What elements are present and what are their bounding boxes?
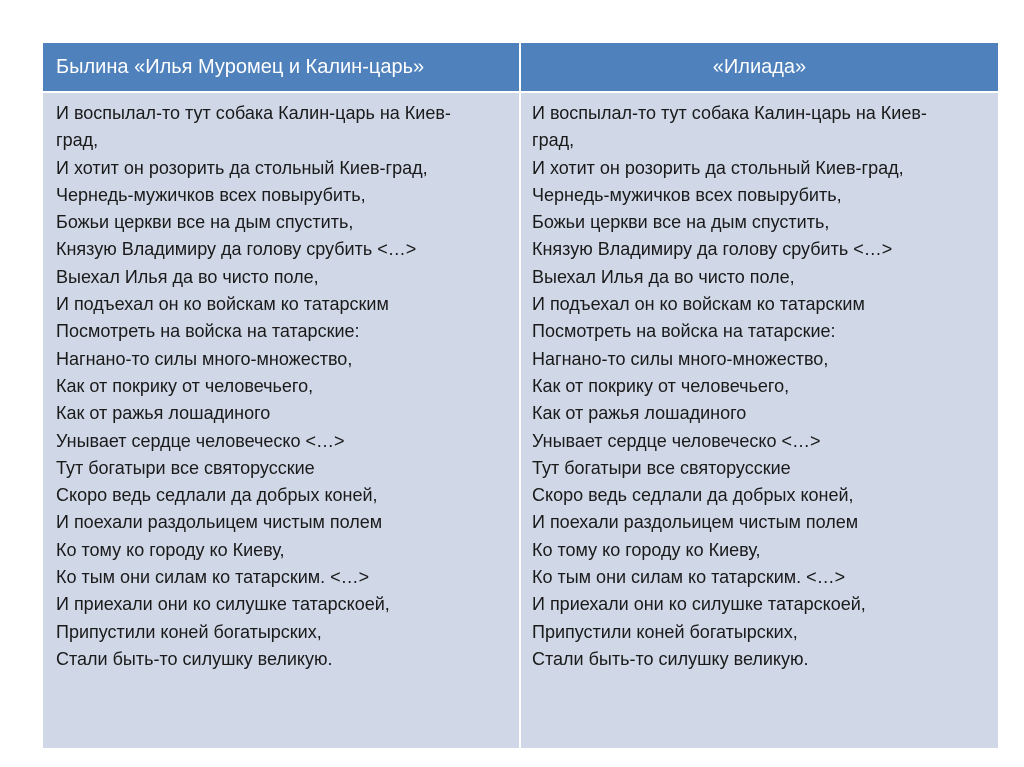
cell-bylina-text [43,93,519,748]
iliad-line: Божьи церкви все на дым спустить, [532,212,830,233]
bylina-line: Тут богатыри все святорусские [56,457,315,478]
bylina-line: Ко тым они силам ко татарским. <…> [56,567,370,588]
bylina-line: Князую Владимиру да голову срубить <…> [56,239,417,260]
iliad-line: Посмотреть на войска на татарские: [532,321,836,342]
bylina-line: Выехал Илья да во чисто поле, [56,266,319,287]
bylina-line: Божьи церкви все на дым спустить, [56,212,354,233]
iliad-line: Чернедь-мужичков всех повырубить, [532,184,842,205]
bylina-line: И хотит он розорить да стольный Киев-град, [56,157,428,178]
bylina-line: Чернедь-мужичков всех повырубить, [56,184,366,205]
header-iliad: «Илиада» [521,43,998,91]
iliad-line: И хотит он розорить да стольный Киев-град, [532,157,904,178]
iliad-line: Как от ражья лошадиного [532,403,747,424]
iliad-line: Скоро ведь седлали да добрых коней, [532,485,854,506]
bylina-line: Скоро ведь седлали да добрых коней, [56,485,378,506]
bylina-line: град, [56,130,99,151]
cell-iliad-text [521,93,998,748]
iliad-line: Как от покрику от человечьего, [532,375,790,396]
iliad-line: град, [532,130,575,151]
bylina-line: Унывает сердце человеческо <…> [56,430,345,451]
bylina-line: И воспылал-то тут собака Калин-царь на Киев- [56,103,451,123]
iliad-line: Ко тым они силам ко татарским. <…> [532,567,846,588]
bylina-line: И подъехал он ко войскам ко татарским [56,294,389,315]
iliad-line: Нагнано-то силы много-множество, [532,348,829,369]
iliad-line: Стали быть-то силушку великую. [532,648,809,669]
bylina-line: Ко тому ко городу ко Киеву, [56,539,285,560]
bylina-line: Посмотреть на войска на татарские: [56,321,360,342]
iliad-line: И воспылал-то тут собака Калин-царь на Киев- [532,103,927,123]
iliad-line: Тут богатыри все святорусские [532,457,791,478]
iliad-line: И поехали раздольицем чистым полем [532,512,859,533]
bylina-line: Как от покрику от человечьего, [56,375,314,396]
iliad-line: Припустили коней богатырских, [532,621,798,642]
bylina-line: Стали быть-то силушку великую. [56,648,333,669]
iliad-line: Князую Владимиру да голову срубить <…> [532,239,893,260]
bylina-line: Как от ражья лошадиного [56,403,271,424]
header-bylina: Былина «Илья Муромец и Калин-царь» [43,43,519,91]
bylina-line: И приехали они ко силушке татарскоей, [56,594,390,615]
iliad-line: Унывает сердце человеческо <…> [532,430,821,451]
comparison-table [43,43,998,748]
iliad-line: Выехал Илья да во чисто поле, [532,266,795,287]
iliad-line: Ко тому ко городу ко Киеву, [532,539,761,560]
iliad-line: И приехали они ко силушке татарскоей, [532,594,866,615]
bylina-line: Нагнано-то силы много-множество, [56,348,353,369]
bylina-line: Припустили коней богатырских, [56,621,322,642]
bylina-line: И поехали раздольицем чистым полем [56,512,383,533]
iliad-line: И подъехал он ко войскам ко татарским [532,294,865,315]
